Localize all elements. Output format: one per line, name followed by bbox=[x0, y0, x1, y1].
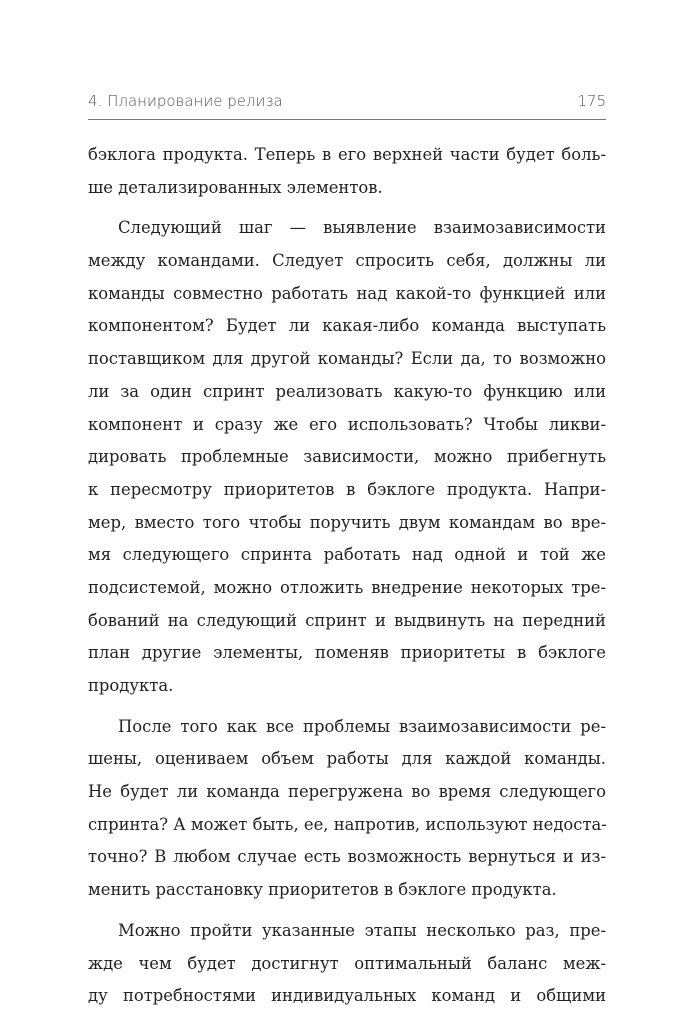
paragraph bbox=[88, 139, 606, 204]
chapter-title: 4. Планирование релиза bbox=[88, 92, 283, 110]
text-line: После того как все проблемы взаимозависимости ре- bbox=[118, 716, 606, 736]
text-line: жде чем будет достигнут оптимальный баланс меж- bbox=[88, 953, 606, 973]
text-line: к пересмотру приоритетов в бэклоге продукта. Напри- bbox=[88, 479, 606, 499]
text-line: мя следующего спринта работать над одной и той же bbox=[88, 545, 606, 565]
text-line: план другие элементы, поменяв приоритеты в бэклоге bbox=[88, 643, 606, 663]
paragraph bbox=[88, 915, 606, 1013]
text-line: компонент и сразу же его использовать? Чтобы ликви- bbox=[88, 414, 606, 434]
text-line: ше детализированных элементов. bbox=[88, 177, 383, 197]
text-line: бований на следующий спринт и выдвинуть на передний bbox=[88, 610, 606, 630]
header-rule bbox=[88, 119, 606, 120]
text-line: ду потребностями индивидуальных команд и общими bbox=[88, 986, 606, 1006]
body-text bbox=[88, 139, 606, 1021]
page-number: 175 bbox=[577, 92, 606, 110]
text-line: Можно пройти указанные этапы несколько раз, пре- bbox=[118, 920, 606, 940]
text-line: шены, оцениваем объем работы для каждой команды. bbox=[88, 749, 606, 769]
paragraph bbox=[88, 212, 606, 702]
text-line: спринта? А может быть, ее, напротив, используют недоста- bbox=[88, 814, 607, 834]
text-line: Не будет ли команда перегружена во время следующего bbox=[88, 782, 606, 802]
text-line: Следующий шаг — выявление взаимозависимости bbox=[118, 218, 606, 238]
text-line: между командами. Следует спросить себя, должны ли bbox=[88, 251, 606, 271]
paragraph bbox=[88, 711, 606, 907]
text-line: поставщиком для другой команды? Если да, то возможно bbox=[88, 349, 606, 369]
text-line: ли за один спринт реализовать какую-то функцию или bbox=[88, 381, 606, 401]
text-line: команды совместно работать над какой-то функцией или bbox=[88, 283, 606, 303]
text-line: бэклога продукта. Теперь в его верхней части будет боль- bbox=[88, 145, 606, 164]
text-line: дировать проблемные зависимости, можно прибегнуть bbox=[88, 447, 606, 467]
text-line: компонентом? Будет ли какая-либо команда выступать bbox=[88, 316, 606, 336]
running-header bbox=[88, 92, 606, 114]
text-line: мер, вместо того чтобы поручить двум командам во вре- bbox=[88, 512, 606, 532]
text-line: точно? В любом случае есть возможность вернуться и из- bbox=[88, 847, 606, 867]
text-line: продукта. bbox=[88, 676, 174, 695]
text-line: подсистемой, можно отложить внедрение некоторых тре- bbox=[88, 577, 606, 597]
text-line: менить расстановку приоритетов в бэклоге продукта. bbox=[88, 880, 557, 900]
